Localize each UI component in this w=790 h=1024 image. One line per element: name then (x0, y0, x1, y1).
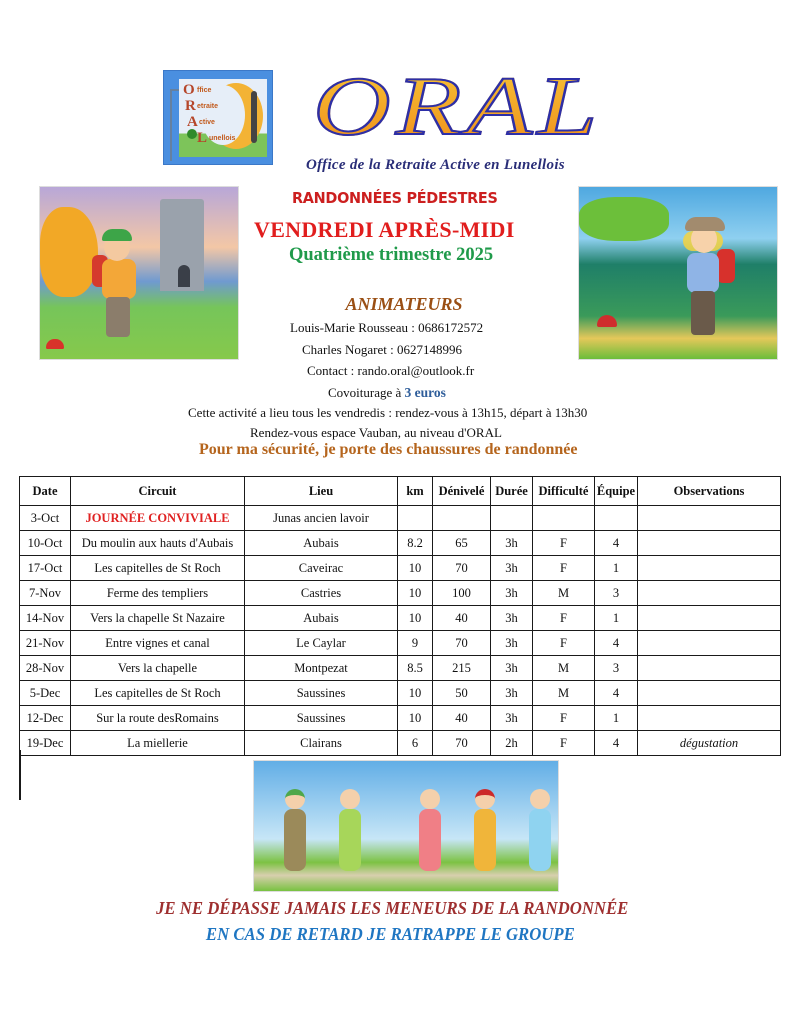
date-cell: 28-Nov (20, 656, 71, 681)
animateur-contact: Louis-Marie Rousseau : 0686172572 (290, 320, 484, 335)
observations-cell (638, 531, 781, 556)
hiker-body-icon (687, 253, 719, 293)
denivele-cell: 70 (433, 631, 491, 656)
lieu-cell: Castries (245, 581, 398, 606)
circuit-cell: Sur la route desRomains (71, 706, 245, 731)
lieu-cell: Le Caylar (245, 631, 398, 656)
table-row (20, 556, 781, 581)
duree-cell: 3h (491, 681, 533, 706)
difficulte-cell: F (533, 556, 595, 581)
difficulte-cell: F (533, 706, 595, 731)
rule-no-overtaking: JE NE DÉPASSE JAMAIS LES MENEURS DE LA RANDONNÉE (156, 898, 629, 918)
logo-word: unellois (209, 135, 236, 142)
table-row (20, 706, 781, 731)
observations-cell (638, 581, 781, 606)
hiker-body-icon (102, 259, 136, 299)
activity-heading: RANDONNÉES PÉDESTRES (292, 189, 498, 207)
circuit-cell: Les capitelles de St Roch (71, 556, 245, 581)
table-row (20, 731, 781, 756)
duree-cell: 3h (491, 531, 533, 556)
column-header: Difficulté (533, 477, 595, 506)
equipe-cell: 4 (595, 531, 638, 556)
animateur-contact: Charles Nogaret : 0627148996 (302, 342, 462, 357)
contact-email: Contact : rando.oral@outlook.fr (307, 363, 475, 378)
km-cell: 9 (398, 631, 433, 656)
circuit-cell: Les capitelles de St Roch (71, 681, 245, 706)
logo-word: ffice (197, 87, 212, 94)
lieu-cell: Aubais (245, 531, 398, 556)
denivele-cell: 70 (433, 556, 491, 581)
lieu-cell: Junas ancien lavoir (245, 506, 398, 531)
mushroom-icon (46, 339, 64, 349)
denivele-cell: 70 (433, 731, 491, 756)
difficulte-cell: M (533, 656, 595, 681)
equipe-cell: 1 (595, 556, 638, 581)
backpack-icon (717, 249, 735, 283)
date-cell: 10-Oct (20, 531, 71, 556)
date-cell: 14-Nov (20, 606, 71, 631)
hiker-figure-icon (474, 809, 496, 871)
hiker-head-icon (420, 789, 440, 809)
carpool-price: 3 euros (404, 385, 446, 400)
column-header: Lieu (245, 477, 398, 506)
denivele-cell (433, 506, 491, 531)
duree-cell: 3h (491, 631, 533, 656)
observations-cell (638, 656, 781, 681)
hat-icon (685, 217, 725, 231)
lieu-cell: Saussines (245, 681, 398, 706)
equipe-cell: 4 (595, 631, 638, 656)
observations-cell: dégustation (638, 731, 781, 756)
day-heading: VENDREDI APRÈS-MIDI (254, 217, 515, 242)
hiker-figure-icon (419, 809, 441, 871)
carpool-info (328, 385, 446, 401)
difficulte-cell: F (533, 731, 595, 756)
km-cell: 8.5 (398, 656, 433, 681)
hiker-head-icon (285, 789, 305, 809)
date-cell: 12-Dec (20, 706, 71, 731)
mushroom-icon (597, 315, 617, 327)
logo-emblem (179, 79, 267, 157)
circuit-cell: Du moulin aux hauts d'Aubais (71, 531, 245, 556)
date-cell: 3-Oct (20, 506, 71, 531)
observations-cell (638, 631, 781, 656)
table-row (20, 506, 781, 531)
lieu-cell: Montpezat (245, 656, 398, 681)
logo-statue-icon (251, 91, 257, 143)
date-cell: 17-Oct (20, 556, 71, 581)
animateurs-heading: ANIMATEURS (345, 294, 463, 314)
logo-word: ctive (199, 119, 215, 126)
equipe-cell (595, 506, 638, 531)
duree-cell: 3h (491, 706, 533, 731)
difficulte-cell: M (533, 581, 595, 606)
column-header: Dénivelé (433, 477, 491, 506)
lieu-cell: Clairans (245, 731, 398, 756)
group-hikers-illustration (253, 760, 559, 892)
lieu-cell: Caveirac (245, 556, 398, 581)
logo-tree-icon (187, 129, 197, 139)
km-cell: 8.2 (398, 531, 433, 556)
brand-subtitle: Office de la Retraite Active en Lunellois (306, 157, 565, 173)
date-cell: 7-Nov (20, 581, 71, 606)
denivele-cell: 40 (433, 706, 491, 731)
date-cell: 5-Dec (20, 681, 71, 706)
column-header: Date (20, 477, 71, 506)
denivele-cell: 215 (433, 656, 491, 681)
table-row (20, 681, 781, 706)
observations-cell (638, 681, 781, 706)
lieu-cell: Saussines (245, 706, 398, 731)
boy-hiker-illustration (39, 186, 239, 360)
cap-icon (102, 229, 132, 241)
logo-word: etraite (197, 103, 219, 110)
difficulte-cell: F (533, 631, 595, 656)
equipe-cell: 4 (595, 681, 638, 706)
hike-schedule-table (19, 476, 781, 756)
logo-letter: R (185, 98, 196, 114)
schedule-info: Cette activité a lieu tous les vendredis : rendez-vous à 13h15, départ à 13h30 (188, 405, 588, 420)
circuit-cell: Ferme des templiers (71, 581, 245, 606)
circuit-cell: Vers la chapelle (71, 656, 245, 681)
hiker-figure-icon (339, 809, 361, 871)
column-header: Observations (638, 477, 781, 506)
km-cell: 10 (398, 581, 433, 606)
observations-cell (638, 706, 781, 731)
carpool-label: Covoiturage à (328, 385, 405, 400)
denivele-cell: 40 (433, 606, 491, 631)
difficulte-cell: F (533, 531, 595, 556)
difficulte-cell (533, 506, 595, 531)
hiker-head-icon (530, 789, 550, 809)
column-header: Équipe (595, 477, 638, 506)
date-cell: 21-Nov (20, 631, 71, 656)
duree-cell: 2h (491, 731, 533, 756)
equipe-cell: 4 (595, 731, 638, 756)
equipe-cell: 1 (595, 606, 638, 631)
table-header-row (20, 477, 781, 506)
observations-cell (638, 556, 781, 581)
castle-door-icon (178, 265, 190, 287)
logo-letter: O (183, 82, 195, 98)
brand-title: ORAL (313, 62, 697, 152)
girl-hiker-illustration (578, 186, 778, 360)
hiker-head-icon (340, 789, 360, 809)
hiker-head-icon (475, 789, 495, 809)
column-header: Circuit (71, 477, 245, 506)
duree-cell (491, 506, 533, 531)
logo-letter: L (197, 130, 208, 146)
km-cell: 10 (398, 681, 433, 706)
autumn-tree-icon (40, 207, 98, 297)
observations-cell (638, 506, 781, 531)
table-border-line (19, 750, 21, 800)
denivele-cell: 65 (433, 531, 491, 556)
logo-letter: A (187, 114, 198, 130)
safety-notice: Pour ma sécurité, je porte des chaussures de randonnée (199, 441, 578, 458)
hiker-figure-icon (529, 809, 551, 871)
table-row (20, 631, 781, 656)
lieu-cell: Aubais (245, 606, 398, 631)
equipe-cell: 1 (595, 706, 638, 731)
circuit-cell: Entre vignes et canal (71, 631, 245, 656)
column-header: Durée (491, 477, 533, 506)
hiker-figure-icon (284, 809, 306, 871)
table-row (20, 531, 781, 556)
equipe-cell: 3 (595, 581, 638, 606)
denivele-cell: 50 (433, 681, 491, 706)
oral-logo (163, 70, 273, 165)
observations-cell (638, 606, 781, 631)
km-cell: 10 (398, 606, 433, 631)
table-row (20, 581, 781, 606)
km-cell (398, 506, 433, 531)
km-cell: 10 (398, 556, 433, 581)
difficulte-cell: F (533, 606, 595, 631)
circuit-cell: Vers la chapelle St Nazaire (71, 606, 245, 631)
duree-cell: 3h (491, 556, 533, 581)
km-cell: 6 (398, 731, 433, 756)
table-row (20, 656, 781, 681)
duree-cell: 3h (491, 581, 533, 606)
denivele-cell: 100 (433, 581, 491, 606)
table-row (20, 606, 781, 631)
meeting-point: Rendez-vous espace Vauban, au niveau d'ORAL (250, 425, 502, 440)
difficulte-cell: M (533, 681, 595, 706)
circuit-cell: La miellerie (71, 731, 245, 756)
duree-cell: 3h (491, 606, 533, 631)
column-header: km (398, 477, 433, 506)
km-cell: 10 (398, 706, 433, 731)
rule-catch-up: EN CAS DE RETARD JE RATRAPPE LE GROUPE (205, 924, 575, 944)
date-cell: 19-Dec (20, 731, 71, 756)
equipe-cell: 3 (595, 656, 638, 681)
period-heading: Quatrième trimestre 2025 (289, 245, 494, 265)
duree-cell: 3h (491, 656, 533, 681)
circuit-cell: JOURNÉE CONVIVIALE (71, 506, 245, 531)
tree-canopy-icon (579, 197, 669, 241)
